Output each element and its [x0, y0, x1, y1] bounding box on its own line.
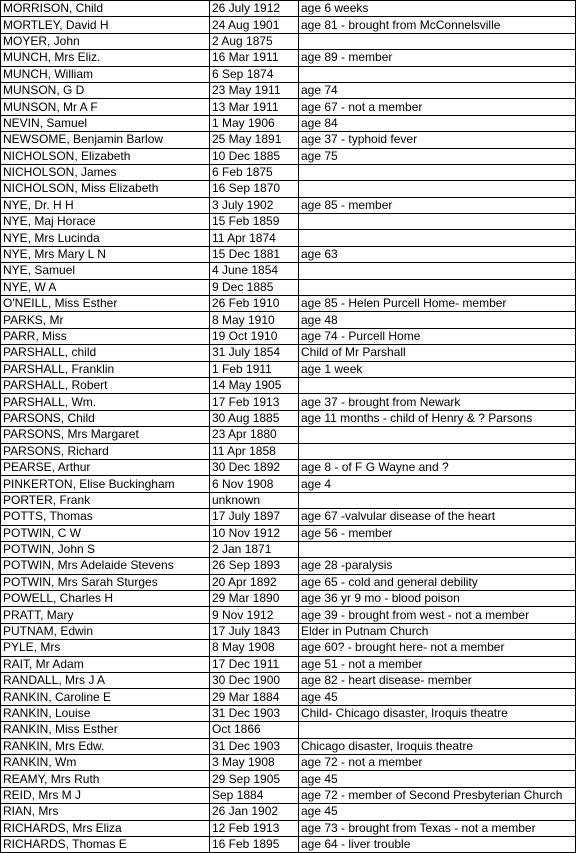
name-cell: O'NEILL, Miss Esther [1, 296, 210, 312]
table-row [1, 164, 576, 180]
name-cell: PARSHALL, Wm. [1, 394, 210, 410]
name-cell: RAIT, Mr Adam [1, 656, 210, 672]
table-row [1, 410, 576, 426]
date-cell: 9 Nov 1912 [210, 607, 299, 623]
table-row [1, 705, 576, 721]
table-row [1, 476, 576, 492]
name-cell: PARKS, Mr [1, 312, 210, 328]
name-cell: NYE, W A [1, 279, 210, 295]
table-row [1, 33, 576, 49]
notes-cell: age 1 week [299, 361, 576, 377]
table-row [1, 296, 576, 312]
notes-cell [299, 214, 576, 230]
name-cell: NICHOLSON, Elizabeth [1, 148, 210, 164]
table-row [1, 1, 576, 17]
table-row [1, 607, 576, 623]
name-cell: PYLE, Mrs [1, 640, 210, 656]
date-cell: 29 Mar 1884 [210, 689, 299, 705]
name-cell: NEWSOME, Benjamin Barlow [1, 132, 210, 148]
table-row [1, 66, 576, 82]
name-cell: NYE, Mrs Mary L N [1, 246, 210, 262]
table-row [1, 443, 576, 459]
date-cell: 6 Sep 1874 [210, 66, 299, 82]
notes-cell: Child of Mr Parshall [299, 345, 576, 361]
table-row [1, 197, 576, 213]
date-cell: 17 July 1843 [210, 623, 299, 639]
table-row [1, 279, 576, 295]
date-cell: 26 Jan 1902 [210, 804, 299, 820]
notes-cell: age 74 - Purcell Home [299, 328, 576, 344]
notes-cell: age 64 - liver trouble [299, 836, 576, 852]
name-cell: PARR, Miss [1, 328, 210, 344]
table-row [1, 394, 576, 410]
date-cell: 9 Dec 1885 [210, 279, 299, 295]
date-cell: 17 Dec 1911 [210, 656, 299, 672]
name-cell: REID, Mrs M J [1, 787, 210, 803]
notes-cell: age 56 - member [299, 525, 576, 541]
table-row [1, 754, 576, 770]
name-cell: PARSHALL, child [1, 345, 210, 361]
notes-cell: age 39 - brought from west - not a member [299, 607, 576, 623]
notes-cell: age 85 - member [299, 197, 576, 213]
notes-cell: Child- Chicago disaster, Iroquis theatre [299, 705, 576, 721]
notes-cell: Elder in Putnam Church [299, 623, 576, 639]
table-row [1, 722, 576, 738]
table-row [1, 820, 576, 836]
notes-cell [299, 181, 576, 197]
notes-cell: age 37 - brought from Newark [299, 394, 576, 410]
name-cell: POTWIN, John S [1, 541, 210, 557]
notes-cell [299, 66, 576, 82]
notes-cell: age 45 [299, 771, 576, 787]
table-row [1, 345, 576, 361]
name-cell: MOYER, John [1, 33, 210, 49]
name-cell: PEARSE, Arthur [1, 459, 210, 475]
date-cell: 31 July 1854 [210, 345, 299, 361]
table-row [1, 132, 576, 148]
notes-cell: age 4 [299, 476, 576, 492]
date-cell: 20 Apr 1892 [210, 574, 299, 590]
name-cell: PARSHALL, Robert [1, 377, 210, 393]
date-cell: 8 May 1908 [210, 640, 299, 656]
date-cell: 14 May 1905 [210, 377, 299, 393]
table-row [1, 541, 576, 557]
date-cell: 30 Aug 1885 [210, 410, 299, 426]
date-cell: 6 Nov 1908 [210, 476, 299, 492]
date-cell: Oct 1866 [210, 722, 299, 738]
notes-cell: age 82 - heart disease- member [299, 673, 576, 689]
name-cell: POWELL, Charles H [1, 591, 210, 607]
table-row [1, 181, 576, 197]
date-cell: 26 July 1912 [210, 1, 299, 17]
table-row [1, 115, 576, 131]
date-cell: 13 Mar 1911 [210, 99, 299, 115]
table-row [1, 771, 576, 787]
date-cell: 15 Feb 1859 [210, 214, 299, 230]
date-cell: 12 Feb 1913 [210, 820, 299, 836]
notes-cell: age 73 - brought from Texas - not a member [299, 820, 576, 836]
name-cell: MUNSON, Mr A F [1, 99, 210, 115]
notes-cell: age 72 - member of Second Presbyterian Church [299, 787, 576, 803]
table-row [1, 804, 576, 820]
notes-cell: age 45 [299, 689, 576, 705]
table-row [1, 214, 576, 230]
name-cell: RANKIN, Mrs Edw. [1, 738, 210, 754]
table-row [1, 656, 576, 672]
notes-cell: age 48 [299, 312, 576, 328]
name-cell: PARSHALL, Franklin [1, 361, 210, 377]
name-cell: MUNCH, William [1, 66, 210, 82]
name-cell: PRATT, Mary [1, 607, 210, 623]
name-cell: NEVIN, Samuel [1, 115, 210, 131]
notes-cell [299, 263, 576, 279]
name-cell: POTWIN, Mrs Adelaide Stevens [1, 558, 210, 574]
date-cell: 31 Dec 1903 [210, 738, 299, 754]
date-cell: 11 Apr 1858 [210, 443, 299, 459]
date-cell: 10 Dec 1885 [210, 148, 299, 164]
name-cell: POTWIN, C W [1, 525, 210, 541]
name-cell: RICHARDS, Mrs Eliza [1, 820, 210, 836]
name-cell: NYE, Dr. H H [1, 197, 210, 213]
notes-cell: Chicago disaster, Iroquis theatre [299, 738, 576, 754]
name-cell: MUNSON, G D [1, 82, 210, 98]
date-cell: 15 Dec 1881 [210, 246, 299, 262]
name-cell: RIAN, Mrs [1, 804, 210, 820]
table-row [1, 509, 576, 525]
table-row [1, 50, 576, 66]
notes-cell: age 63 [299, 246, 576, 262]
table-row [1, 738, 576, 754]
table-row [1, 689, 576, 705]
notes-cell [299, 377, 576, 393]
date-cell: 16 Mar 1911 [210, 50, 299, 66]
date-cell: 2 Aug 1875 [210, 33, 299, 49]
name-cell: RICHARDS, Thomas E [1, 836, 210, 852]
date-cell: 26 Feb 1910 [210, 296, 299, 312]
notes-cell: age 8 - of F G Wayne and ? [299, 459, 576, 475]
name-cell: NICHOLSON, Miss Elizabeth [1, 181, 210, 197]
name-cell: RANKIN, Miss Esther [1, 722, 210, 738]
table-row [1, 459, 576, 475]
name-cell: MORRISON, Child [1, 1, 210, 17]
notes-cell: age 67 - not a member [299, 99, 576, 115]
table-row [1, 525, 576, 541]
date-cell: 31 Dec 1903 [210, 705, 299, 721]
date-cell: 23 Apr 1880 [210, 427, 299, 443]
date-cell: 23 May 1911 [210, 82, 299, 98]
name-cell: POTTS, Thomas [1, 509, 210, 525]
date-cell: 8 May 1910 [210, 312, 299, 328]
date-cell: 17 Feb 1913 [210, 394, 299, 410]
name-cell: PINKERTON, Elise Buckingham [1, 476, 210, 492]
date-cell: 16 Feb 1895 [210, 836, 299, 852]
table-row [1, 230, 576, 246]
name-cell: MUNCH, Mrs Eliz. [1, 50, 210, 66]
date-cell: 17 July 1897 [210, 509, 299, 525]
table-row [1, 591, 576, 607]
table-row [1, 377, 576, 393]
notes-cell [299, 164, 576, 180]
date-cell: 16 Sep 1870 [210, 181, 299, 197]
notes-cell: age 28 -paralysis [299, 558, 576, 574]
name-cell: PORTER, Frank [1, 492, 210, 508]
date-cell: 1 May 1906 [210, 115, 299, 131]
notes-cell: age 6 weeks [299, 1, 576, 17]
table-row [1, 328, 576, 344]
name-cell: NICHOLSON, James [1, 164, 210, 180]
date-cell: 3 May 1908 [210, 754, 299, 770]
notes-cell: age 75 [299, 148, 576, 164]
name-cell: PARSONS, Mrs Margaret [1, 427, 210, 443]
notes-cell: age 45 [299, 804, 576, 820]
date-cell: 19 Oct 1910 [210, 328, 299, 344]
notes-cell [299, 33, 576, 49]
notes-cell [299, 492, 576, 508]
date-cell: 3 July 1902 [210, 197, 299, 213]
date-cell: 29 Sep 1905 [210, 771, 299, 787]
name-cell: RANKIN, Caroline E [1, 689, 210, 705]
notes-cell: age 67 -valvular disease of the heart [299, 509, 576, 525]
table-row [1, 640, 576, 656]
table-row [1, 99, 576, 115]
date-cell: 4 June 1854 [210, 263, 299, 279]
date-cell: 30 Dec 1892 [210, 459, 299, 475]
table-row [1, 787, 576, 803]
table-row [1, 574, 576, 590]
date-cell: 24 Aug 1901 [210, 17, 299, 33]
table-row [1, 17, 576, 33]
date-cell: 25 May 1891 [210, 132, 299, 148]
name-cell: PARSONS, Child [1, 410, 210, 426]
table-row [1, 263, 576, 279]
notes-cell [299, 541, 576, 557]
table-row [1, 623, 576, 639]
date-cell: 26 Sep 1893 [210, 558, 299, 574]
notes-cell: age 11 months - child of Henry & ? Parsons [299, 410, 576, 426]
notes-cell: age 72 - not a member [299, 754, 576, 770]
table-row [1, 558, 576, 574]
notes-cell [299, 722, 576, 738]
name-cell: NYE, Maj Horace [1, 214, 210, 230]
name-cell: REAMY, Mrs Ruth [1, 771, 210, 787]
date-cell: 11 Apr 1874 [210, 230, 299, 246]
date-cell: 10 Nov 1912 [210, 525, 299, 541]
table-row [1, 427, 576, 443]
table-row [1, 673, 576, 689]
date-cell: 30 Dec 1900 [210, 673, 299, 689]
table-row [1, 148, 576, 164]
notes-cell: age 89 - member [299, 50, 576, 66]
name-cell: NYE, Mrs Lucinda [1, 230, 210, 246]
table-row [1, 246, 576, 262]
date-cell: 29 Mar 1890 [210, 591, 299, 607]
date-cell: 1 Feb 1911 [210, 361, 299, 377]
notes-cell: age 65 - cold and general debility [299, 574, 576, 590]
notes-cell [299, 279, 576, 295]
name-cell: PARSONS, Richard [1, 443, 210, 459]
table-row [1, 492, 576, 508]
name-cell: PUTNAM, Edwin [1, 623, 210, 639]
table-row [1, 361, 576, 377]
notes-cell: age 74 [299, 82, 576, 98]
notes-cell: age 60? - brought here- not a member [299, 640, 576, 656]
table-row [1, 312, 576, 328]
table-row [1, 82, 576, 98]
name-cell: MORTLEY, David H [1, 17, 210, 33]
notes-cell [299, 427, 576, 443]
date-cell: Sep 1884 [210, 787, 299, 803]
notes-cell: age 81 - brought from McConnelsville [299, 17, 576, 33]
notes-cell [299, 443, 576, 459]
name-cell: RANKIN, Wm [1, 754, 210, 770]
date-cell: 6 Feb 1875 [210, 164, 299, 180]
name-cell: RANKIN, Louise [1, 705, 210, 721]
date-cell: unknown [210, 492, 299, 508]
notes-cell: age 84 [299, 115, 576, 131]
name-cell: NYE, Samuel [1, 263, 210, 279]
date-cell: 2 Jan 1871 [210, 541, 299, 557]
notes-cell: age 36 yr 9 mo - blood poison [299, 591, 576, 607]
notes-cell [299, 230, 576, 246]
notes-cell: age 37 - typhoid fever [299, 132, 576, 148]
notes-cell: age 85 - Helen Purcell Home- member [299, 296, 576, 312]
records-body [1, 1, 576, 853]
name-cell: POTWIN, Mrs Sarah Sturges [1, 574, 210, 590]
name-cell: RANDALL, Mrs J A [1, 673, 210, 689]
notes-cell: age 51 - not a member [299, 656, 576, 672]
table-row [1, 836, 576, 852]
